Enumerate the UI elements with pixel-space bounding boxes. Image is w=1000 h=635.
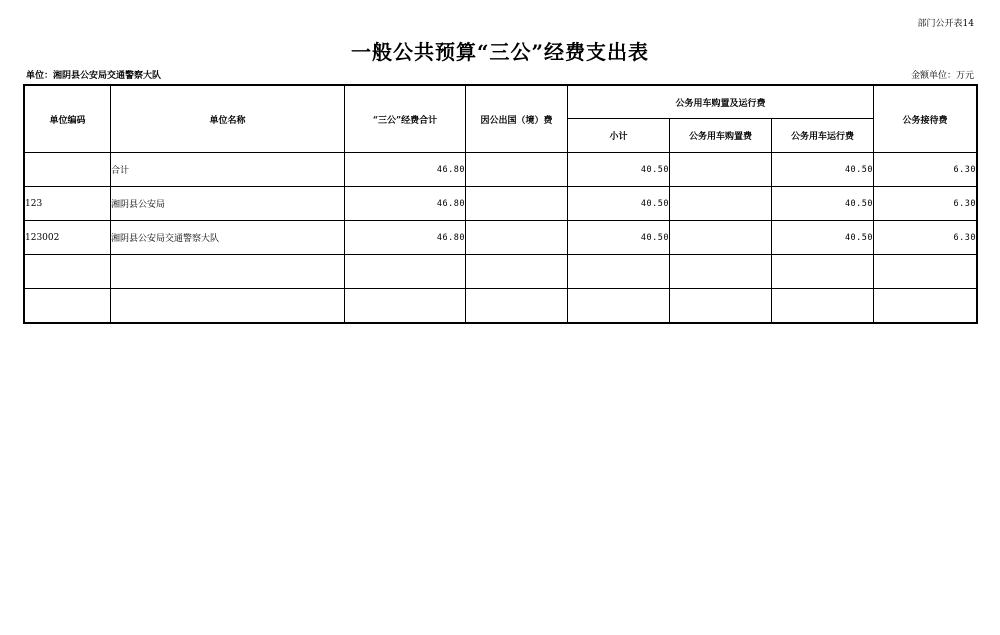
cell-abroad [466, 255, 568, 289]
cell-name: 湘阴县公安局 [111, 187, 345, 221]
header-reception: 公务接待费 [874, 86, 977, 153]
header-total: “三公”经费合计 [345, 86, 466, 153]
cell-total: 46.80 [345, 187, 466, 221]
cell-code [25, 289, 111, 323]
cell-reception [874, 255, 977, 289]
cell-code [25, 255, 111, 289]
table-row [25, 289, 977, 323]
cell-abroad [466, 187, 568, 221]
cell-reception [874, 289, 977, 323]
three-public-expenses-table [24, 85, 977, 323]
cell-subtotal: 40.50 [568, 153, 670, 187]
cell-operation [772, 255, 874, 289]
amount-unit: 金额单位：万元 [910, 71, 974, 81]
cell-code: 123002 [25, 221, 111, 255]
cell-name: 湘阴县公安局交通警察大队 [111, 221, 345, 255]
reporting-unit: 单位：湘阴县公安局交通警察大队 [26, 71, 162, 81]
cell-operation: 40.50 [772, 221, 874, 255]
cell-purchase [670, 153, 772, 187]
header-vehicle-purchase: 公务用车购置费 [670, 119, 772, 153]
cell-total [345, 255, 466, 289]
cell-name [111, 289, 345, 323]
cell-reception: 6.30 [874, 153, 977, 187]
cell-abroad [466, 221, 568, 255]
cell-purchase [670, 255, 772, 289]
table-row [25, 221, 977, 255]
table-row [25, 153, 977, 187]
cell-purchase [670, 221, 772, 255]
cell-reception: 6.30 [874, 187, 977, 221]
cell-operation [772, 289, 874, 323]
cell-purchase [670, 289, 772, 323]
cell-reception: 6.30 [874, 221, 977, 255]
cell-total [345, 289, 466, 323]
cell-total: 46.80 [345, 221, 466, 255]
header-vehicle-operation: 公务用车运行费 [772, 119, 874, 153]
cell-operation: 40.50 [772, 153, 874, 187]
header-unit-code: 单位编码 [25, 86, 111, 153]
cell-subtotal: 40.50 [568, 221, 670, 255]
report-title: 一般公共预算“三公”经费支出表 [350, 40, 649, 64]
header-abroad: 因公出国（境）费 [466, 86, 568, 153]
header-unit-name: 单位名称 [111, 86, 345, 153]
header-vehicle-group: 公务用车购置及运行费 [568, 86, 874, 119]
cell-subtotal: 40.50 [568, 187, 670, 221]
cell-subtotal [568, 289, 670, 323]
page-number: 部门公开表14 [917, 19, 974, 29]
cell-code: 123 [25, 187, 111, 221]
cell-subtotal [568, 255, 670, 289]
table-row [25, 255, 977, 289]
cell-name: 合计 [111, 153, 345, 187]
cell-operation: 40.50 [772, 187, 874, 221]
cell-total: 46.80 [345, 153, 466, 187]
cell-code [25, 153, 111, 187]
cell-abroad [466, 153, 568, 187]
table-row [25, 187, 977, 221]
cell-name [111, 255, 345, 289]
header-subtotal: 小计 [568, 119, 670, 153]
cell-abroad [466, 289, 568, 323]
cell-purchase [670, 187, 772, 221]
